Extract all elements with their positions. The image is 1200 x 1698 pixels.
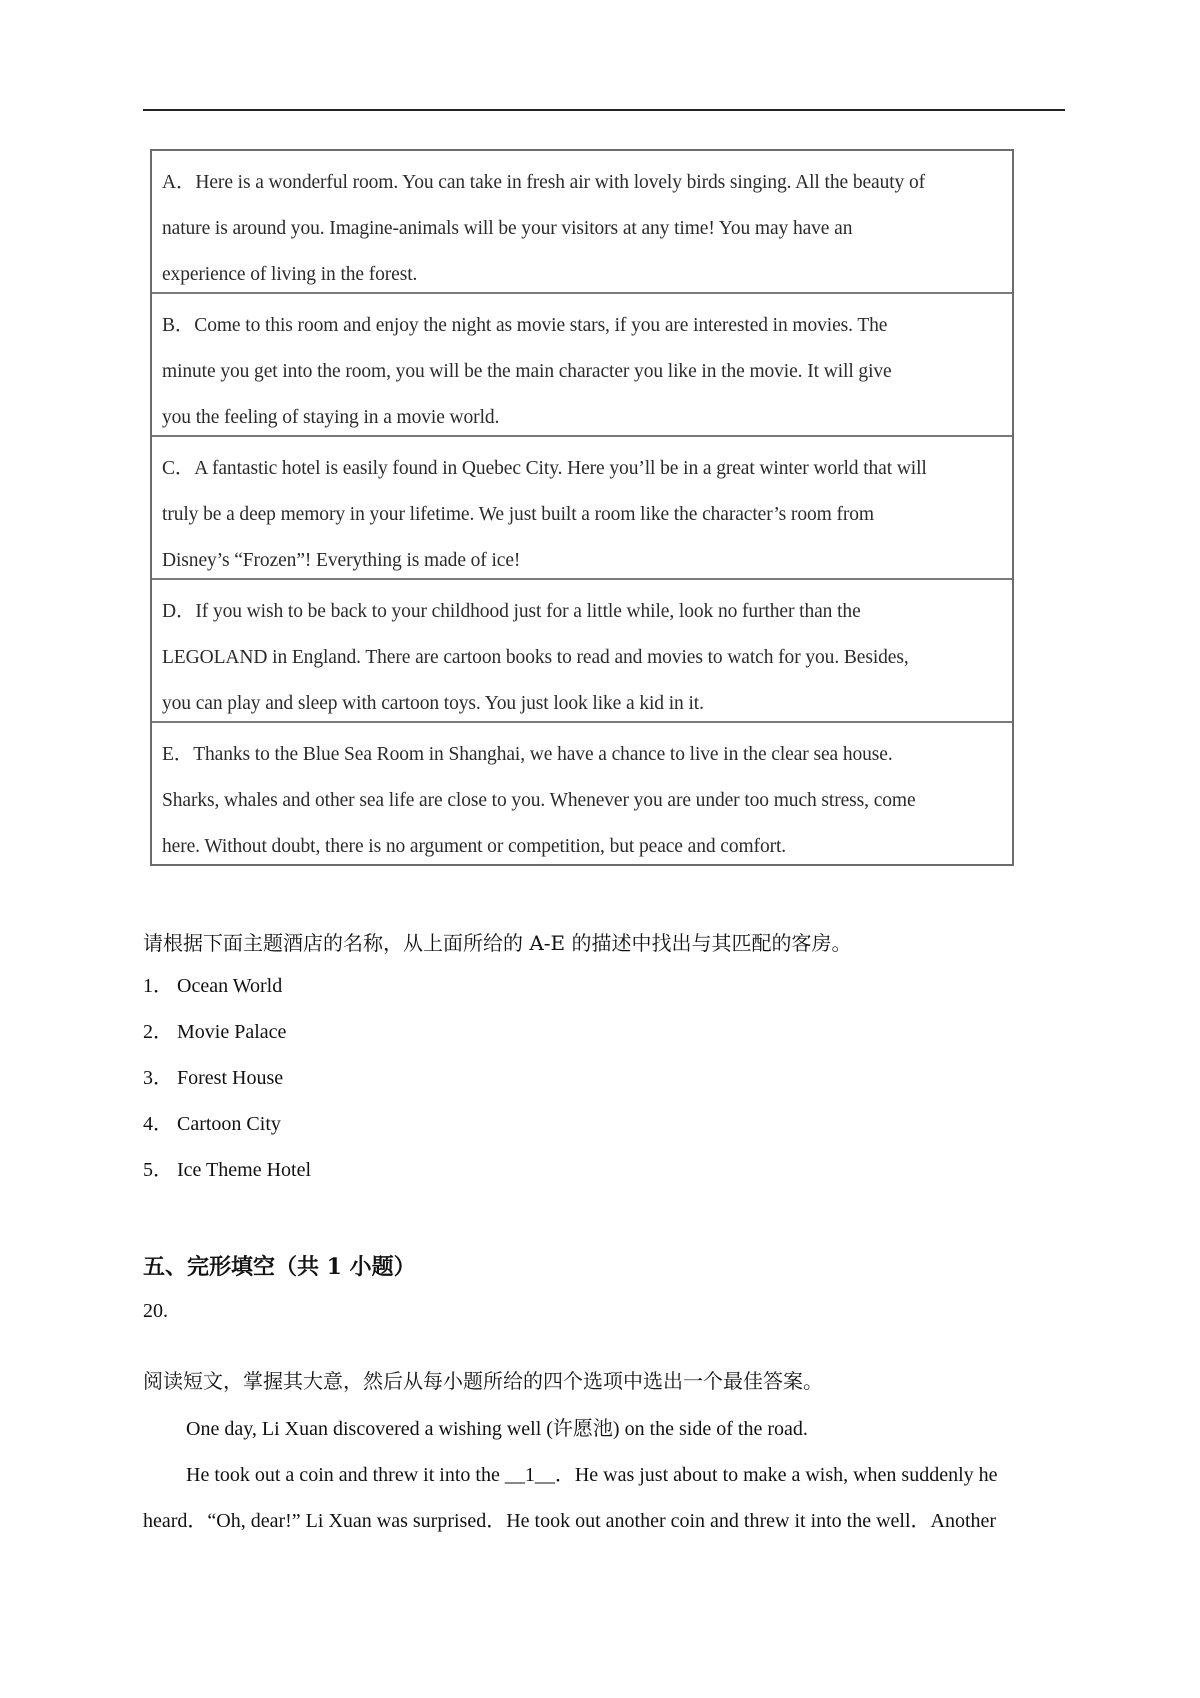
description-e	[152, 723, 1012, 864]
passage-paragraph: One day, Li Xuan discovered a wishing well (许愿池) on the side of the road.	[186, 1418, 808, 1440]
description-c	[152, 437, 1012, 580]
question-text: Forest House	[177, 1067, 284, 1089]
description-line: minute you get into the room, you will be the main character you like in the movie. It will give	[162, 361, 892, 382]
cloze-instruction: 阅读短文，掌握其大意，然后从每小题所给的四个选项中选出一个最佳答案。	[143, 1369, 823, 1393]
question-item	[143, 972, 311, 1018]
description-line: D．If you wish to be back to your childhood just for a little while, look no further than the	[162, 601, 861, 622]
description-line: Disney’s “Frozen”! Everything is made of ice!	[162, 550, 521, 571]
question-item	[143, 1110, 311, 1156]
question-number: 4．	[143, 1113, 173, 1135]
description-d	[152, 580, 1012, 723]
question-item	[143, 1156, 311, 1202]
question-text: Cartoon City	[177, 1113, 281, 1135]
question-item	[143, 1018, 311, 1064]
description-line: truly be a deep memory in your lifetime. We just built a room like the character’s room from	[162, 504, 874, 525]
description-line: experience of living in the forest.	[162, 264, 418, 285]
description-a	[152, 151, 1012, 294]
question-number: 1．	[143, 975, 173, 997]
question-item	[143, 1064, 311, 1110]
description-line: B．Come to this room and enjoy the night as movie stars, if you are interested in movies. The	[162, 315, 888, 336]
description-line: A．Here is a wonderful room. You can take in fresh air with lovely birds singing. All the beauty of	[162, 172, 926, 193]
description-line: you the feeling of staying in a movie world.	[162, 407, 500, 428]
question-list	[143, 972, 311, 1202]
passage-paragraph: He took out a coin and threw it into the __1__．He was just about to make a wish, when suddenly he heard．“Oh, dear!” Li Xuan was surprised．He took out another coin and threw it into the well．Another	[143, 1464, 998, 1532]
question-number: 2．	[143, 1021, 173, 1043]
question-number: 3．	[143, 1067, 173, 1089]
matching-instruction: 请根据下面主题酒店的名称，从上面所给的 A-E 的描述中找出与其匹配的客房。	[143, 931, 852, 955]
section-heading: 五、完形填空（共 1 小题）	[143, 1254, 416, 1280]
question-text: Movie Palace	[177, 1021, 287, 1043]
question-number: 5．	[143, 1159, 173, 1181]
header-rule	[143, 109, 1065, 111]
description-line: nature is around you. Imagine-animals will be your visitors at any time! You may have an	[162, 218, 853, 239]
description-line: E．Thanks to the Blue Sea Room in Shanghai, we have a chance to live in the clear sea house.	[162, 744, 893, 765]
question-number: 20.	[143, 1300, 168, 1322]
description-line: Sharks, whales and other sea life are close to you. Whenever you are under too much stress, come	[162, 790, 916, 811]
description-line: LEGOLAND in England. There are cartoon books to read and movies to watch for you. Besides,	[162, 647, 909, 668]
descriptions-table	[150, 149, 1014, 866]
question-text: Ice Theme Hotel	[177, 1159, 312, 1181]
description-line: you can play and sleep with cartoon toys. You just look like a kid in it.	[162, 693, 704, 714]
description-line: C．A fantastic hotel is easily found in Quebec City. Here you’ll be in a great winter world that will	[162, 458, 927, 479]
question-text: Ocean World	[177, 975, 283, 997]
description-line: here. Without doubt, there is no argument or competition, but peace and comfort.	[162, 836, 787, 857]
description-b	[152, 294, 1012, 437]
